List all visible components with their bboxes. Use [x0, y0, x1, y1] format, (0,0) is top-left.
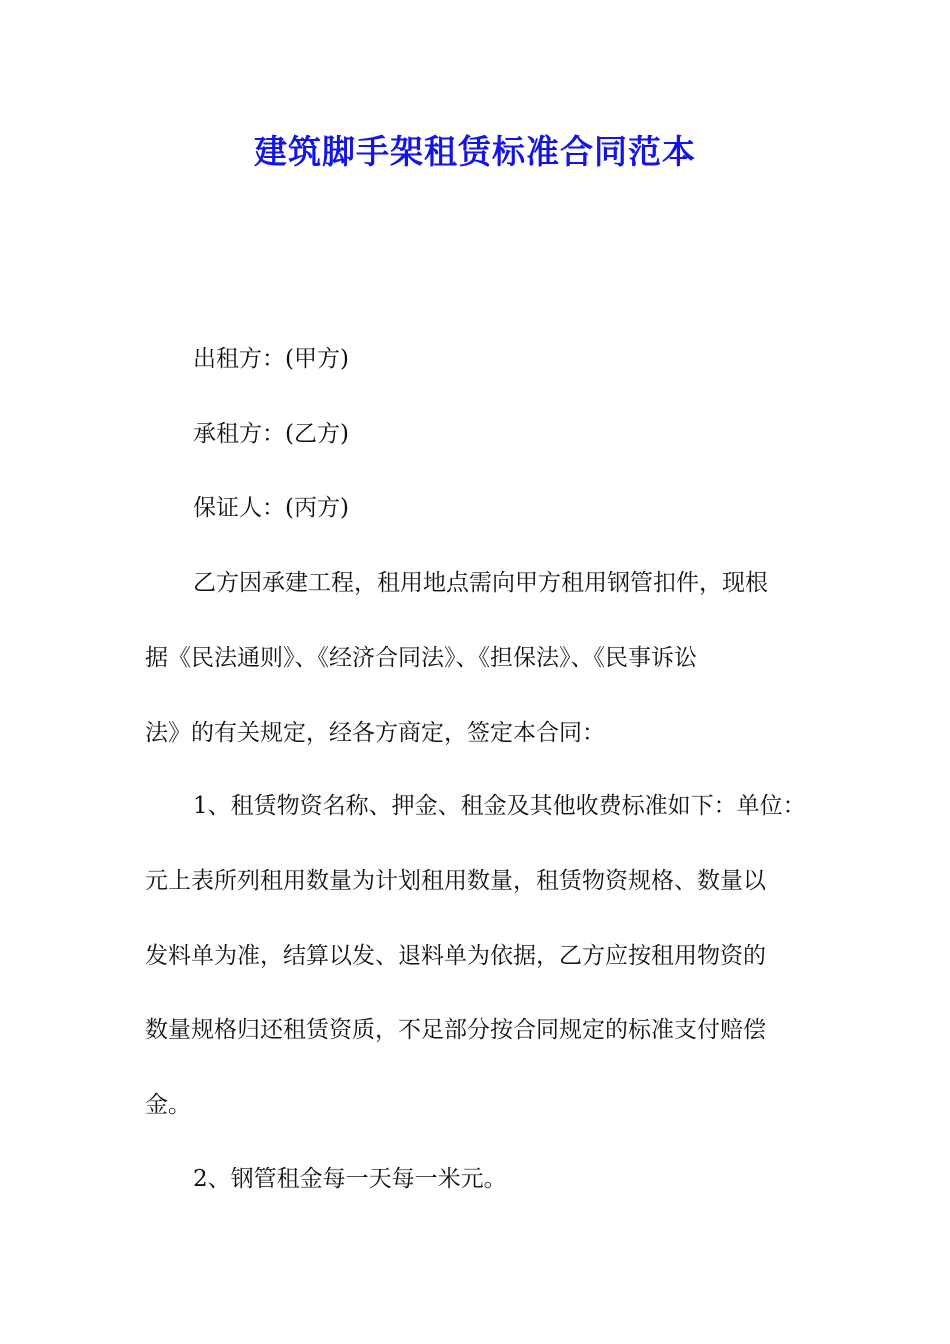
clause-1-line: 发料单为准，结算以发、退料单为依据，乙方应按租用物资的 [145, 943, 766, 969]
party-guarantor: 保证人：(丙方) [193, 495, 349, 521]
clause-1-line: 1、租赁物资名称、押金、租金及其他收费标准如下：单位： [193, 793, 806, 819]
clause-1-line: 金。 [145, 1092, 191, 1118]
preamble-line: 据《民法通则》、《经济合同法》、《担保法》、《民事诉讼 [145, 645, 697, 671]
party-lessee: 承租方：(乙方) [193, 421, 349, 447]
party-lessor: 出租方：(甲方) [193, 346, 349, 372]
document-title: 建筑脚手架租赁标准合同范本 [254, 132, 696, 171]
preamble-line: 法》的有关规定，经各方商定，签定本合同： [145, 720, 605, 746]
preamble-line: 乙方因承建工程，租用地点需向甲方租用钢管扣件，现根 [193, 570, 768, 596]
clause-1-line: 元上表所列租用数量为计划租用数量，租赁物资规格、数量以 [145, 868, 766, 894]
clause-2-line: 2、钢管租金每一天每一米元。 [193, 1166, 507, 1192]
clause-1-line: 数量规格归还租赁资质，不足部分按合同规定的标准支付赔偿 [145, 1017, 766, 1043]
